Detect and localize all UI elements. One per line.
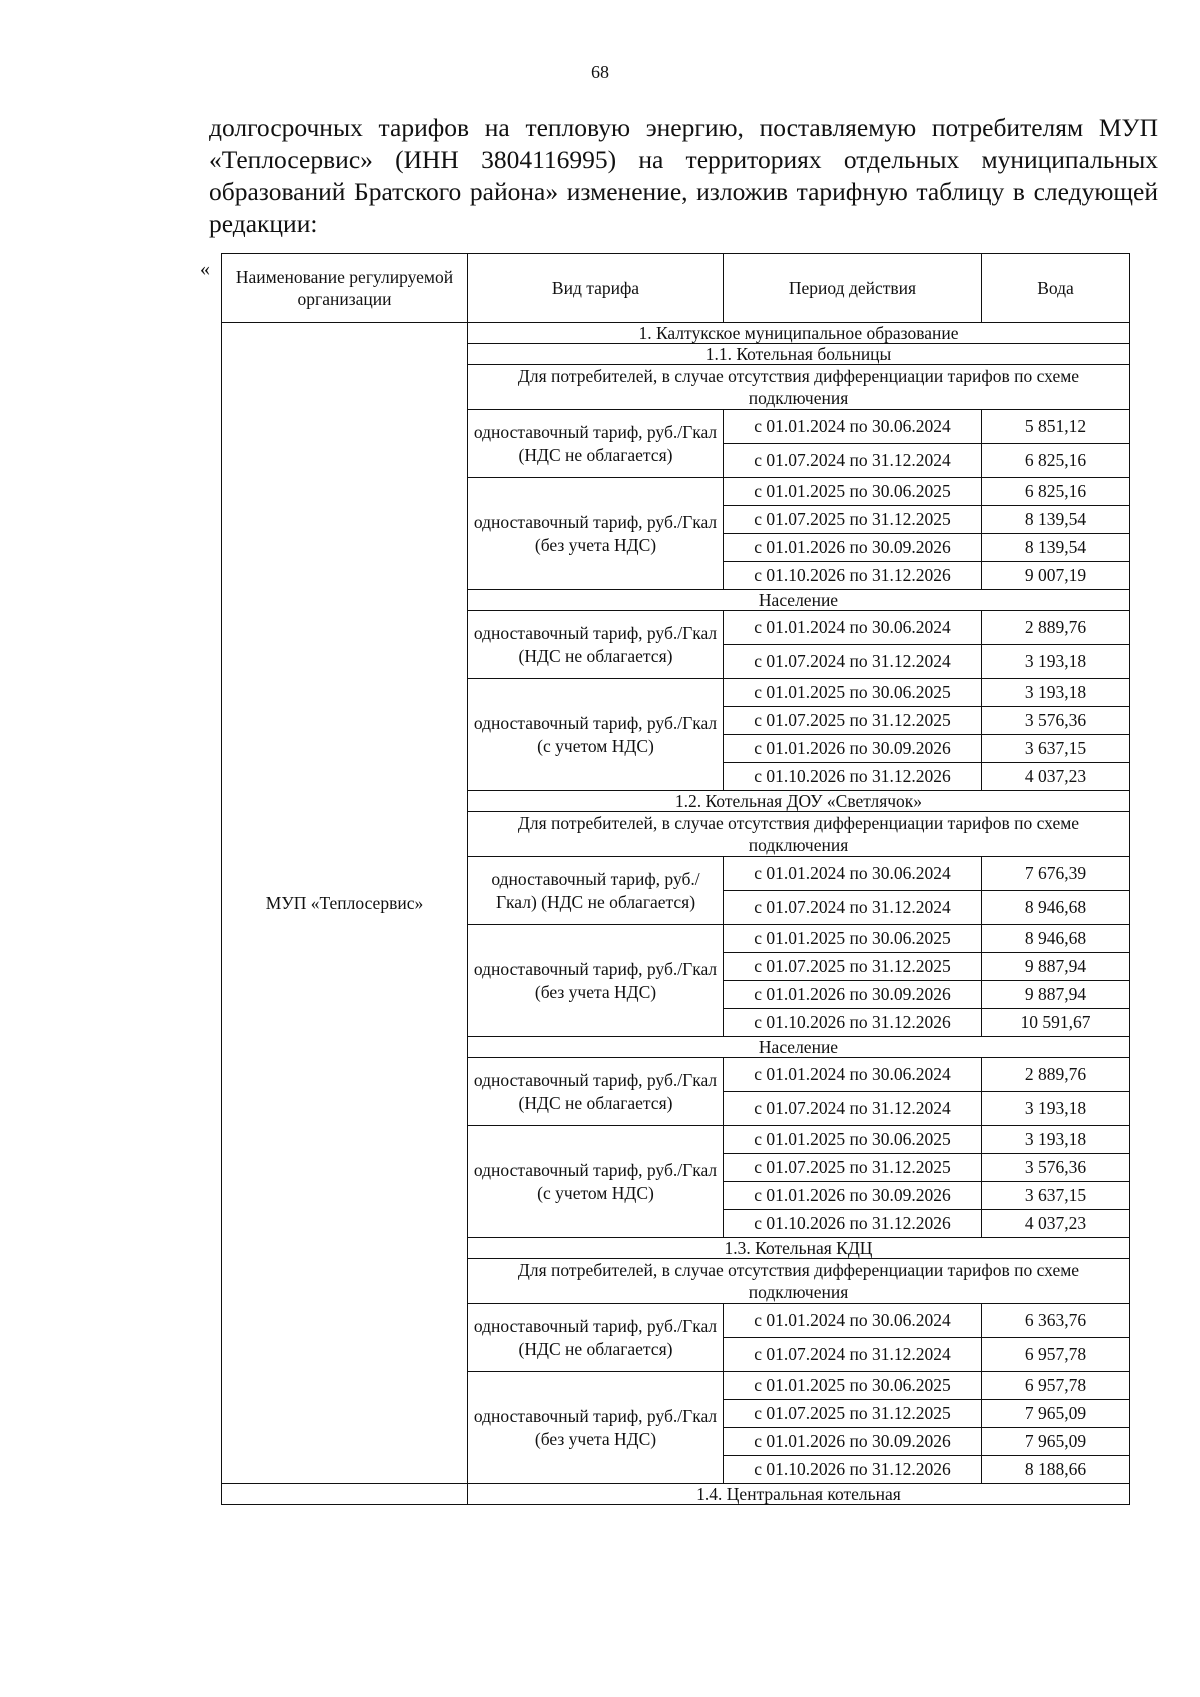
period-cell: с 01.01.2024 по 30.06.2024 xyxy=(724,410,982,444)
value-cell: 2 889,76 xyxy=(982,1058,1130,1092)
value-cell: 7 676,39 xyxy=(982,857,1130,891)
value-cell: 4 037,23 xyxy=(982,763,1130,791)
tariff-type-cell: одноставочный тариф, руб./Гкал (с учетом НДС) xyxy=(468,1126,724,1238)
value-cell: 6 957,78 xyxy=(982,1372,1130,1400)
value-cell: 8 188,66 xyxy=(982,1456,1130,1484)
period-cell: с 01.07.2024 по 31.12.2024 xyxy=(724,1092,982,1126)
header-org: Наименование регулируемой организации xyxy=(222,254,468,323)
table-header-row xyxy=(222,254,1130,323)
boiler-section-title: 1.2. Котельная ДОУ «Светлячок» xyxy=(468,791,1130,812)
period-cell: с 01.01.2026 по 30.09.2026 xyxy=(724,1182,982,1210)
intro-paragraph: долгосрочных тарифов на тепловую энергию, поставляемую потребителям МУП «Теплосервис» (ИНН 3804116995) на территориях отдельных муниципальных образований Братского района» изменение, изложив тарифную таблицу в следующей редакции: xyxy=(209,113,1158,238)
period-cell: с 01.01.2025 по 30.06.2025 xyxy=(724,925,982,953)
value-cell: 6 825,16 xyxy=(982,444,1130,478)
period-cell: с 01.10.2026 по 31.12.2026 xyxy=(724,1456,982,1484)
boiler-section-title: 1.4. Центральная котельная xyxy=(468,1484,1130,1505)
population-label: Население xyxy=(468,590,1130,611)
period-cell: с 01.01.2024 по 30.06.2024 xyxy=(724,1058,982,1092)
period-cell: с 01.01.2026 по 30.09.2026 xyxy=(724,534,982,562)
value-cell: 6 957,78 xyxy=(982,1338,1130,1372)
period-cell: с 01.01.2025 по 30.06.2025 xyxy=(724,1372,982,1400)
period-cell: с 01.10.2026 по 31.12.2026 xyxy=(724,763,982,791)
period-cell: с 01.07.2025 по 31.12.2025 xyxy=(724,953,982,981)
value-cell: 2 889,76 xyxy=(982,611,1130,645)
period-cell: с 01.07.2024 по 31.12.2024 xyxy=(724,1338,982,1372)
period-cell: с 01.01.2025 по 30.06.2025 xyxy=(724,478,982,506)
value-cell: 6 825,16 xyxy=(982,478,1130,506)
value-cell: 3 637,15 xyxy=(982,1182,1130,1210)
value-cell: 3 637,15 xyxy=(982,735,1130,763)
period-cell: с 01.01.2026 по 30.09.2026 xyxy=(724,735,982,763)
value-cell: 7 965,09 xyxy=(982,1400,1130,1428)
header-tariff-type: Вид тарифа xyxy=(468,254,724,323)
period-cell: с 01.01.2026 по 30.09.2026 xyxy=(724,1428,982,1456)
value-cell: 8 139,54 xyxy=(982,506,1130,534)
boiler-section-title: 1.3. Котельная КДЦ xyxy=(468,1238,1130,1259)
value-cell: 8 946,68 xyxy=(982,891,1130,925)
period-cell: с 01.01.2025 по 30.06.2025 xyxy=(724,679,982,707)
period-cell: с 01.01.2026 по 30.09.2026 xyxy=(724,981,982,1009)
period-cell: с 01.01.2024 по 30.06.2024 xyxy=(724,611,982,645)
tariff-type-cell: одноставочный тариф, руб./Гкал (без учета НДС) xyxy=(468,1372,724,1484)
period-cell: с 01.01.2024 по 30.06.2024 xyxy=(724,857,982,891)
tariff-type-cell: одноставочный тариф, руб./Гкал (НДС не облагается) xyxy=(468,611,724,679)
period-cell: с 01.01.2024 по 30.06.2024 xyxy=(724,1304,982,1338)
period-cell: с 01.07.2025 по 31.12.2025 xyxy=(724,506,982,534)
value-cell: 9 887,94 xyxy=(982,981,1130,1009)
mo-title-row xyxy=(222,323,1130,344)
org-continuation-cell xyxy=(222,1484,468,1505)
period-cell: с 01.07.2024 по 31.12.2024 xyxy=(724,645,982,679)
page-number: 68 xyxy=(591,62,609,82)
population-label: Население xyxy=(468,1037,1130,1058)
tariff-type-cell: одноставочный тариф, руб./Гкал (с учетом НДС) xyxy=(468,679,724,791)
tariff-type-cell: одноставочный тариф, руб./Гкал (НДС не облагается) xyxy=(468,410,724,478)
tariff-type-cell: одноставочный тариф, руб./Гкал (НДС не облагается) xyxy=(468,1304,724,1372)
value-cell: 3 576,36 xyxy=(982,1154,1130,1182)
value-cell: 9 007,19 xyxy=(982,562,1130,590)
consumers-label: Для потребителей, в случае отсутствия дифференциации тарифов по схеме подключения xyxy=(468,812,1130,857)
period-cell: с 01.10.2026 по 31.12.2026 xyxy=(724,1210,982,1238)
org-name-cell: МУП «Теплосервис» xyxy=(222,323,468,1484)
header-period: Период действия xyxy=(724,254,982,323)
tariff-type-cell: одноставочный тариф, руб./Гкал (без учета НДС) xyxy=(468,925,724,1037)
period-cell: с 01.07.2025 по 31.12.2025 xyxy=(724,1154,982,1182)
value-cell: 3 193,18 xyxy=(982,679,1130,707)
period-cell: с 01.07.2024 по 31.12.2024 xyxy=(724,444,982,478)
period-cell: с 01.10.2026 по 31.12.2026 xyxy=(724,562,982,590)
value-cell: 3 193,18 xyxy=(982,645,1130,679)
tariff-type-cell: одноставочный тариф, руб./Гкал (НДС не облагается) xyxy=(468,1058,724,1126)
value-cell: 3 576,36 xyxy=(982,707,1130,735)
value-cell: 3 193,18 xyxy=(982,1126,1130,1154)
tariff-type-cell: одноставочный тариф, руб./Гкал (без учета НДС) xyxy=(468,478,724,590)
consumers-label: Для потребителей, в случае отсутствия дифференциации тарифов по схеме подключения xyxy=(468,1259,1130,1304)
tariff-table xyxy=(221,253,1130,1505)
opening-quote-mark: « xyxy=(200,258,210,280)
section-title-row xyxy=(222,1484,1130,1505)
value-cell: 8 946,68 xyxy=(982,925,1130,953)
boiler-section-title: 1.1. Котельная больницы xyxy=(468,344,1130,365)
value-cell: 10 591,67 xyxy=(982,1009,1130,1037)
value-cell: 7 965,09 xyxy=(982,1428,1130,1456)
consumers-label: Для потребителей, в случае отсутствия дифференциации тарифов по схеме подключения xyxy=(468,365,1130,410)
value-cell: 6 363,76 xyxy=(982,1304,1130,1338)
period-cell: с 01.10.2026 по 31.12.2026 xyxy=(724,1009,982,1037)
value-cell: 8 139,54 xyxy=(982,534,1130,562)
value-cell: 9 887,94 xyxy=(982,953,1130,981)
tariff-type-cell: одноставочный тариф, руб./Гкал) (НДС не облагается) xyxy=(468,857,724,925)
value-cell: 4 037,23 xyxy=(982,1210,1130,1238)
period-cell: с 01.07.2025 по 31.12.2025 xyxy=(724,1400,982,1428)
period-cell: с 01.07.2024 по 31.12.2024 xyxy=(724,891,982,925)
header-water: Вода xyxy=(982,254,1130,323)
value-cell: 3 193,18 xyxy=(982,1092,1130,1126)
period-cell: с 01.01.2025 по 30.06.2025 xyxy=(724,1126,982,1154)
period-cell: с 01.07.2025 по 31.12.2025 xyxy=(724,707,982,735)
mo-title: 1. Калтукское муниципальное образование xyxy=(468,323,1130,344)
value-cell: 5 851,12 xyxy=(982,410,1130,444)
